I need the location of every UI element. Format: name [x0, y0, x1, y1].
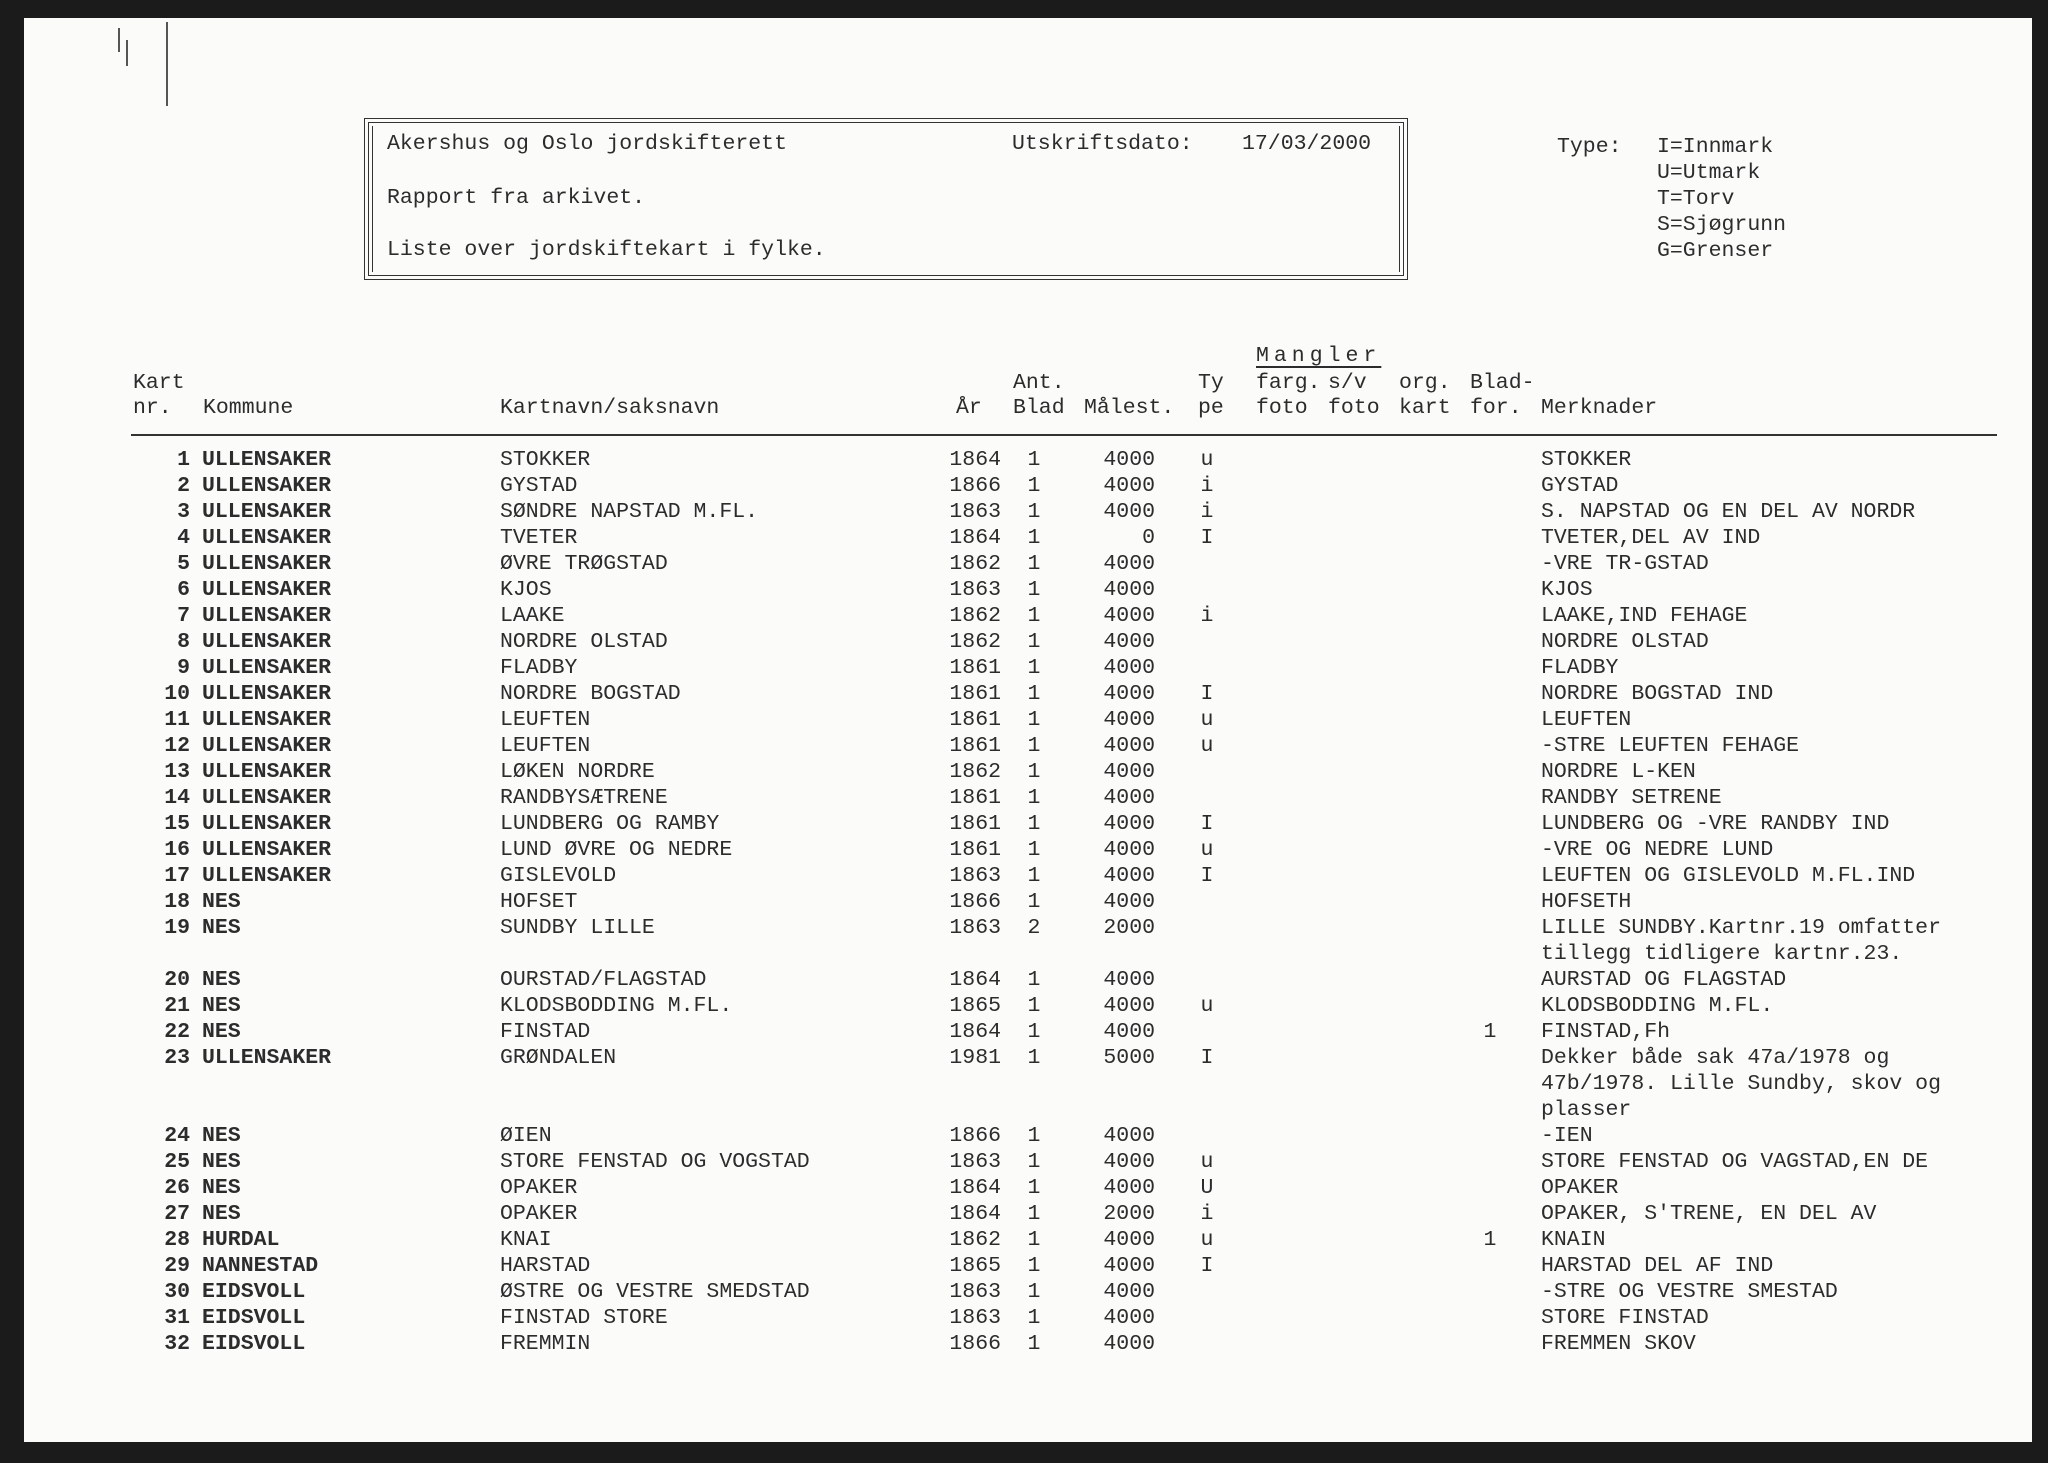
- row-kommune: NES: [202, 890, 241, 914]
- row-kommune: ULLENSAKER: [202, 812, 332, 836]
- row-type: u: [1200, 734, 1214, 758]
- row-number: 28: [164, 1228, 190, 1252]
- report-title: Liste over jordskiftekart i fylke.: [387, 238, 826, 262]
- row-kartnavn: ØIEN: [500, 1124, 552, 1148]
- row-kartnavn: GRØNDALEN: [500, 1046, 617, 1070]
- row-number: 26: [164, 1176, 190, 1200]
- row-blad: 1: [1027, 994, 1041, 1018]
- row-ar: 1862: [949, 760, 1001, 784]
- row-ar: 1861: [949, 682, 1001, 706]
- row-kommune: ULLENSAKER: [202, 500, 332, 524]
- row-kartnavn: NORDRE BOGSTAD: [500, 682, 681, 706]
- row-number: 17: [164, 864, 190, 888]
- row-malest: 4000: [1103, 1176, 1155, 1200]
- row-kommune: EIDSVOLL: [202, 1280, 306, 1304]
- row-type: I: [1200, 526, 1214, 550]
- row-number: 25: [164, 1150, 190, 1174]
- row-merknad: STOKKER: [1541, 448, 1632, 472]
- row-kartnavn: LEUFTEN: [500, 734, 591, 758]
- row-blad: 1: [1027, 1332, 1041, 1356]
- row-merknad: RANDBY SETRENE: [1541, 786, 1722, 810]
- row-merknad: NORDRE BOGSTAD IND: [1541, 682, 1774, 706]
- row-blad: 1: [1027, 1046, 1041, 1070]
- row-kartnavn: FLADBY: [500, 656, 578, 680]
- row-kommune: EIDSVOLL: [202, 1306, 306, 1330]
- row-number: 15: [164, 812, 190, 836]
- row-ar: 1864: [949, 526, 1001, 550]
- row-kommune: ULLENSAKER: [202, 760, 332, 784]
- row-kommune: NANNESTAD: [202, 1254, 319, 1278]
- row-malest: 4000: [1103, 604, 1155, 628]
- row-merknad: NORDRE OLSTAD: [1541, 630, 1709, 654]
- row-kommune: ULLENSAKER: [202, 656, 332, 680]
- row-number: 14: [164, 786, 190, 810]
- row-merknad: GYSTAD: [1541, 474, 1619, 498]
- row-kommune: ULLENSAKER: [202, 838, 332, 862]
- row-number: 12: [164, 734, 190, 758]
- row-blad: 1: [1027, 1254, 1041, 1278]
- row-merknad: AURSTAD OG FLAGSTAD: [1541, 968, 1787, 992]
- row-ar: 1863: [949, 916, 1001, 940]
- row-type: u: [1200, 1228, 1214, 1252]
- row-kartnavn: GYSTAD: [500, 474, 578, 498]
- row-ar: 1981: [949, 1046, 1001, 1070]
- row-merknad: STORE FENSTAD OG VAGSTAD,EN DE: [1541, 1150, 1929, 1174]
- row-merknad: KLODSBODDING M.FL.: [1541, 994, 1774, 1018]
- col-type-2: pe: [1198, 396, 1224, 420]
- row-merknad: S. NAPSTAD OG EN DEL AV NORDR: [1541, 500, 1916, 524]
- row-ar: 1864: [949, 448, 1001, 472]
- row-kommune: ULLENSAKER: [202, 474, 332, 498]
- row-kartnavn: SØNDRE NAPSTAD M.FL.: [500, 500, 759, 524]
- row-kartnavn: STOKKER: [500, 448, 591, 472]
- row-blad: 1: [1027, 968, 1041, 992]
- row-kommune: EIDSVOLL: [202, 1332, 306, 1356]
- row-merknad: TVETER,DEL AV IND: [1541, 526, 1761, 550]
- row-kartnavn: FINSTAD: [500, 1020, 591, 1044]
- row-malest: 0: [1142, 526, 1155, 550]
- row-type: i: [1200, 604, 1214, 628]
- col-org-1: org.: [1399, 371, 1451, 395]
- col-kartnavn: Kartnavn/saksnavn: [500, 396, 720, 420]
- row-kommune: NES: [202, 1202, 241, 1226]
- row-blad: 1: [1027, 890, 1041, 914]
- col-sv-2: foto: [1328, 396, 1380, 420]
- row-merknad: -VRE OG NEDRE LUND: [1541, 838, 1774, 862]
- row-merknad: FLADBY: [1541, 656, 1619, 680]
- row-blad: 1: [1027, 734, 1041, 758]
- row-kommune: HURDAL: [202, 1228, 280, 1252]
- row-ar: 1861: [949, 708, 1001, 732]
- row-merknad: LEUFTEN: [1541, 708, 1632, 732]
- row-kommune: ULLENSAKER: [202, 526, 332, 550]
- row-merknad: LUNDBERG OG -VRE RANDBY IND: [1541, 812, 1890, 836]
- row-kommune: NES: [202, 1124, 241, 1148]
- row-type: i: [1200, 1202, 1214, 1226]
- row-kartnavn: KJOS: [500, 578, 552, 602]
- col-type-1: Ty: [1198, 371, 1224, 395]
- row-number: 19: [164, 916, 190, 940]
- row-merknad: FREMMEN SKOV: [1541, 1332, 1696, 1356]
- row-ar: 1862: [949, 604, 1001, 628]
- row-kartnavn: KNAI: [500, 1228, 552, 1252]
- row-ar: 1866: [949, 890, 1001, 914]
- scan-mark: [126, 40, 128, 66]
- row-number: 2: [177, 474, 190, 498]
- row-kartnavn: HOFSET: [500, 890, 578, 914]
- row-ar: 1866: [949, 1332, 1001, 1356]
- type-legend-item: S=Sjøgrunn: [1657, 213, 1787, 237]
- row-merknad: -STRE OG VESTRE SMESTAD: [1541, 1280, 1838, 1304]
- row-number: 30: [164, 1280, 190, 1304]
- row-malest: 4000: [1103, 1124, 1155, 1148]
- row-malest: 4000: [1103, 500, 1155, 524]
- row-blad: 1: [1027, 1228, 1041, 1252]
- col-farg-1: farg.: [1256, 371, 1321, 395]
- row-merknad: FINSTAD,Fh: [1541, 1020, 1671, 1044]
- mangler-heading: Mangler: [1256, 344, 1382, 368]
- row-number: 29: [164, 1254, 190, 1278]
- row-ar: 1863: [949, 500, 1001, 524]
- row-type: u: [1200, 1150, 1214, 1174]
- row-malest: 4000: [1103, 734, 1155, 758]
- row-kommune: NES: [202, 1150, 241, 1174]
- row-malest: 4000: [1103, 448, 1155, 472]
- row-ar: 1864: [949, 1020, 1001, 1044]
- row-ar: 1864: [949, 1202, 1001, 1226]
- row-malest: 4000: [1103, 1228, 1155, 1252]
- row-merknad: OPAKER, S'TRENE, EN DEL AV: [1541, 1202, 1877, 1226]
- row-type: i: [1200, 500, 1214, 524]
- row-malest: 4000: [1103, 838, 1155, 862]
- row-blad: 1: [1027, 1176, 1041, 1200]
- row-kommune: ULLENSAKER: [202, 864, 332, 888]
- row-kartnavn: HARSTAD: [500, 1254, 591, 1278]
- row-malest: 4000: [1103, 708, 1155, 732]
- row-ar: 1866: [949, 1124, 1001, 1148]
- row-blad: 1: [1027, 1280, 1041, 1304]
- row-blad: 1: [1027, 526, 1041, 550]
- row-blad: 1: [1027, 1124, 1041, 1148]
- org-name: Akershus og Oslo jordskifterett: [387, 132, 787, 156]
- row-kartnavn: STORE FENSTAD OG VOGSTAD: [500, 1150, 810, 1174]
- row-merknad: -IEN: [1541, 1124, 1593, 1148]
- row-kommune: ULLENSAKER: [202, 734, 332, 758]
- row-ar: 1861: [949, 786, 1001, 810]
- row-number: 27: [164, 1202, 190, 1226]
- row-number: 24: [164, 1124, 190, 1148]
- row-number: 13: [164, 760, 190, 784]
- row-malest: 4000: [1103, 1280, 1155, 1304]
- type-legend-label: Type:: [1557, 135, 1622, 159]
- col-blad-1: Blad-: [1470, 371, 1535, 395]
- row-type: I: [1200, 1046, 1214, 1070]
- row-kartnavn: LØKEN NORDRE: [500, 760, 655, 784]
- row-malest: 4000: [1103, 786, 1155, 810]
- row-kommune: ULLENSAKER: [202, 578, 332, 602]
- type-legend-item: U=Utmark: [1657, 161, 1761, 185]
- col-merknader: Merknader: [1541, 396, 1658, 420]
- row-kartnavn: TVETER: [500, 526, 578, 550]
- row-kommune: ULLENSAKER: [202, 708, 332, 732]
- row-malest: 2000: [1103, 1202, 1155, 1226]
- row-merknad: HOFSETH: [1541, 890, 1632, 914]
- row-kartnavn: RANDBYSÆTRENE: [500, 786, 668, 810]
- row-kartnavn: LUND ØVRE OG NEDRE: [500, 838, 733, 862]
- row-number: 9: [177, 656, 190, 680]
- row-blad: 1: [1027, 682, 1041, 706]
- row-kommune: ULLENSAKER: [202, 682, 332, 706]
- col-sv-1: s/v: [1328, 371, 1367, 395]
- row-merknad: STORE FINSTAD: [1541, 1306, 1709, 1330]
- row-merknad: LEUFTEN OG GISLEVOLD M.FL.IND: [1541, 864, 1916, 888]
- row-merknad: Dekker både sak 47a/1978 og: [1541, 1046, 1890, 1070]
- type-legend-item: T=Torv: [1657, 187, 1735, 211]
- row-number: 4: [177, 526, 190, 550]
- row-blad: 1: [1027, 786, 1041, 810]
- row-kommune: ULLENSAKER: [202, 552, 332, 576]
- row-number: 31: [164, 1306, 190, 1330]
- row-type: I: [1200, 864, 1214, 888]
- row-blad: 1: [1027, 500, 1041, 524]
- row-blad: 1: [1027, 838, 1041, 862]
- row-merknad: KNAIN: [1541, 1228, 1606, 1252]
- row-type: u: [1200, 838, 1214, 862]
- col-kart-2: nr.: [133, 396, 172, 420]
- row-type: u: [1200, 994, 1214, 1018]
- row-kommune: ULLENSAKER: [202, 604, 332, 628]
- row-ar: 1862: [949, 1228, 1001, 1252]
- col-farg-2: foto: [1256, 396, 1308, 420]
- row-kartnavn: ØVRE TRØGSTAD: [500, 552, 668, 576]
- row-ar: 1863: [949, 864, 1001, 888]
- row-type: I: [1200, 682, 1214, 706]
- row-ar: 1865: [949, 1254, 1001, 1278]
- row-blad: 2: [1027, 916, 1041, 940]
- row-blad: 1: [1027, 864, 1041, 888]
- row-ar: 1864: [949, 968, 1001, 992]
- row-blad: 1: [1027, 1150, 1041, 1174]
- row-ar: 1861: [949, 812, 1001, 836]
- col-ar: År: [956, 396, 982, 420]
- row-merknad: HARSTAD DEL AF IND: [1541, 1254, 1774, 1278]
- col-kart-1: Kart: [133, 371, 185, 395]
- row-merknad: KJOS: [1541, 578, 1593, 602]
- row-kartnavn: OURSTAD/FLAGSTAD: [500, 968, 707, 992]
- row-kartnavn: SUNDBY LILLE: [500, 916, 655, 940]
- row-ar: 1863: [949, 1280, 1001, 1304]
- row-ar: 1861: [949, 656, 1001, 680]
- row-kommune: NES: [202, 1020, 241, 1044]
- print-date: 17/03/2000: [1242, 132, 1372, 156]
- row-kartnavn: LAAKE: [500, 604, 565, 628]
- row-type: U: [1200, 1176, 1214, 1200]
- row-number: 10: [164, 682, 190, 706]
- row-number: 23: [164, 1046, 190, 1070]
- row-malest: 4000: [1103, 1254, 1155, 1278]
- row-bladfor: 1: [1483, 1020, 1497, 1044]
- col-ant-2: Blad: [1013, 396, 1065, 420]
- row-blad: 1: [1027, 812, 1041, 836]
- row-ar: 1862: [949, 552, 1001, 576]
- row-blad: 1: [1027, 1306, 1041, 1330]
- row-malest: 4000: [1103, 1332, 1155, 1356]
- row-kartnavn: FINSTAD STORE: [500, 1306, 668, 1330]
- row-merknad: -STRE LEUFTEN FEHAGE: [1541, 734, 1800, 758]
- row-blad: 1: [1027, 1202, 1041, 1226]
- row-kommune: ULLENSAKER: [202, 786, 332, 810]
- scan-mark: [166, 22, 168, 106]
- row-ar: 1864: [949, 1176, 1001, 1200]
- scan-mark: [118, 28, 120, 52]
- row-number: 1: [177, 448, 190, 472]
- row-malest: 2000: [1103, 916, 1155, 940]
- row-number: 7: [177, 604, 190, 628]
- row-merknad: NORDRE L-KEN: [1541, 760, 1696, 784]
- row-malest: 4000: [1103, 656, 1155, 680]
- row-blad: 1: [1027, 604, 1041, 628]
- row-blad: 1: [1027, 760, 1041, 784]
- row-type: I: [1200, 812, 1214, 836]
- print-date-label: Utskriftsdato:: [1012, 132, 1193, 156]
- row-type: I: [1200, 1254, 1214, 1278]
- row-malest: 4000: [1103, 812, 1155, 836]
- row-number: 21: [164, 994, 190, 1018]
- row-blad: 1: [1027, 448, 1041, 472]
- col-malest: Målest.: [1084, 396, 1175, 420]
- row-blad: 1: [1027, 1020, 1041, 1044]
- row-ar: 1863: [949, 1150, 1001, 1174]
- header-rule: [131, 434, 1997, 436]
- row-malest: 4000: [1103, 1020, 1155, 1044]
- row-number: 18: [164, 890, 190, 914]
- row-malest: 4000: [1103, 890, 1155, 914]
- row-type: u: [1200, 708, 1214, 732]
- row-kartnavn: KLODSBODDING M.FL.: [500, 994, 733, 1018]
- type-legend-item: I=Innmark: [1657, 135, 1774, 159]
- row-kartnavn: OPAKER: [500, 1202, 578, 1226]
- row-kommune: NES: [202, 1176, 241, 1200]
- row-malest: 5000: [1103, 1046, 1155, 1070]
- row-ar: 1861: [949, 734, 1001, 758]
- row-number: 5: [177, 552, 190, 576]
- row-merknad: tillegg tidligere kartnr.23.: [1541, 942, 1903, 966]
- row-ar: 1863: [949, 578, 1001, 602]
- row-number: 3: [177, 500, 190, 524]
- col-blad-2: for.: [1470, 396, 1522, 420]
- row-ar: 1866: [949, 474, 1001, 498]
- row-ar: 1865: [949, 994, 1001, 1018]
- row-kommune: NES: [202, 994, 241, 1018]
- row-blad: 1: [1027, 708, 1041, 732]
- row-kartnavn: LEUFTEN: [500, 708, 591, 732]
- row-merknad: -VRE TR-GSTAD: [1541, 552, 1709, 576]
- row-malest: 4000: [1103, 682, 1155, 706]
- row-malest: 4000: [1103, 1150, 1155, 1174]
- row-kartnavn: NORDRE OLSTAD: [500, 630, 668, 654]
- row-kommune: ULLENSAKER: [202, 630, 332, 654]
- row-merknad: LILLE SUNDBY.Kartnr.19 omfatter: [1541, 916, 1941, 940]
- row-number: 32: [164, 1332, 190, 1356]
- row-malest: 4000: [1103, 578, 1155, 602]
- row-type: u: [1200, 448, 1214, 472]
- row-ar: 1863: [949, 1306, 1001, 1330]
- type-legend-item: G=Grenser: [1657, 239, 1774, 263]
- row-malest: 4000: [1103, 474, 1155, 498]
- row-blad: 1: [1027, 474, 1041, 498]
- row-malest: 4000: [1103, 630, 1155, 654]
- row-merknad: plasser: [1541, 1098, 1632, 1122]
- row-malest: 4000: [1103, 552, 1155, 576]
- row-malest: 4000: [1103, 1306, 1155, 1330]
- row-bladfor: 1: [1483, 1228, 1497, 1252]
- row-malest: 4000: [1103, 864, 1155, 888]
- row-number: 16: [164, 838, 190, 862]
- row-type: i: [1200, 474, 1214, 498]
- col-org-2: kart: [1399, 396, 1451, 420]
- row-number: 20: [164, 968, 190, 992]
- row-merknad: LAAKE,IND FEHAGE: [1541, 604, 1748, 628]
- row-number: 8: [177, 630, 190, 654]
- row-number: 11: [164, 708, 190, 732]
- row-kartnavn: GISLEVOLD: [500, 864, 617, 888]
- row-kommune: ULLENSAKER: [202, 1046, 332, 1070]
- row-number: 6: [177, 578, 190, 602]
- row-kommune: NES: [202, 916, 241, 940]
- report-subtitle: Rapport fra arkivet.: [387, 186, 646, 210]
- row-kartnavn: ØSTRE OG VESTRE SMEDSTAD: [500, 1280, 810, 1304]
- row-kartnavn: FREMMIN: [500, 1332, 591, 1356]
- row-blad: 1: [1027, 630, 1041, 654]
- row-merknad: OPAKER: [1541, 1176, 1619, 1200]
- row-malest: 4000: [1103, 994, 1155, 1018]
- row-kartnavn: OPAKER: [500, 1176, 578, 1200]
- row-malest: 4000: [1103, 760, 1155, 784]
- row-kommune: ULLENSAKER: [202, 448, 332, 472]
- row-kommune: NES: [202, 968, 241, 992]
- row-blad: 1: [1027, 656, 1041, 680]
- row-ar: 1861: [949, 838, 1001, 862]
- row-merknad: 47b/1978. Lille Sundby, skov og: [1541, 1072, 1941, 1096]
- row-ar: 1862: [949, 630, 1001, 654]
- row-number: 22: [164, 1020, 190, 1044]
- row-kartnavn: LUNDBERG OG RAMBY: [500, 812, 720, 836]
- col-kommune: Kommune: [203, 396, 294, 420]
- row-blad: 1: [1027, 552, 1041, 576]
- row-malest: 4000: [1103, 968, 1155, 992]
- row-blad: 1: [1027, 578, 1041, 602]
- col-ant-1: Ant.: [1013, 371, 1065, 395]
